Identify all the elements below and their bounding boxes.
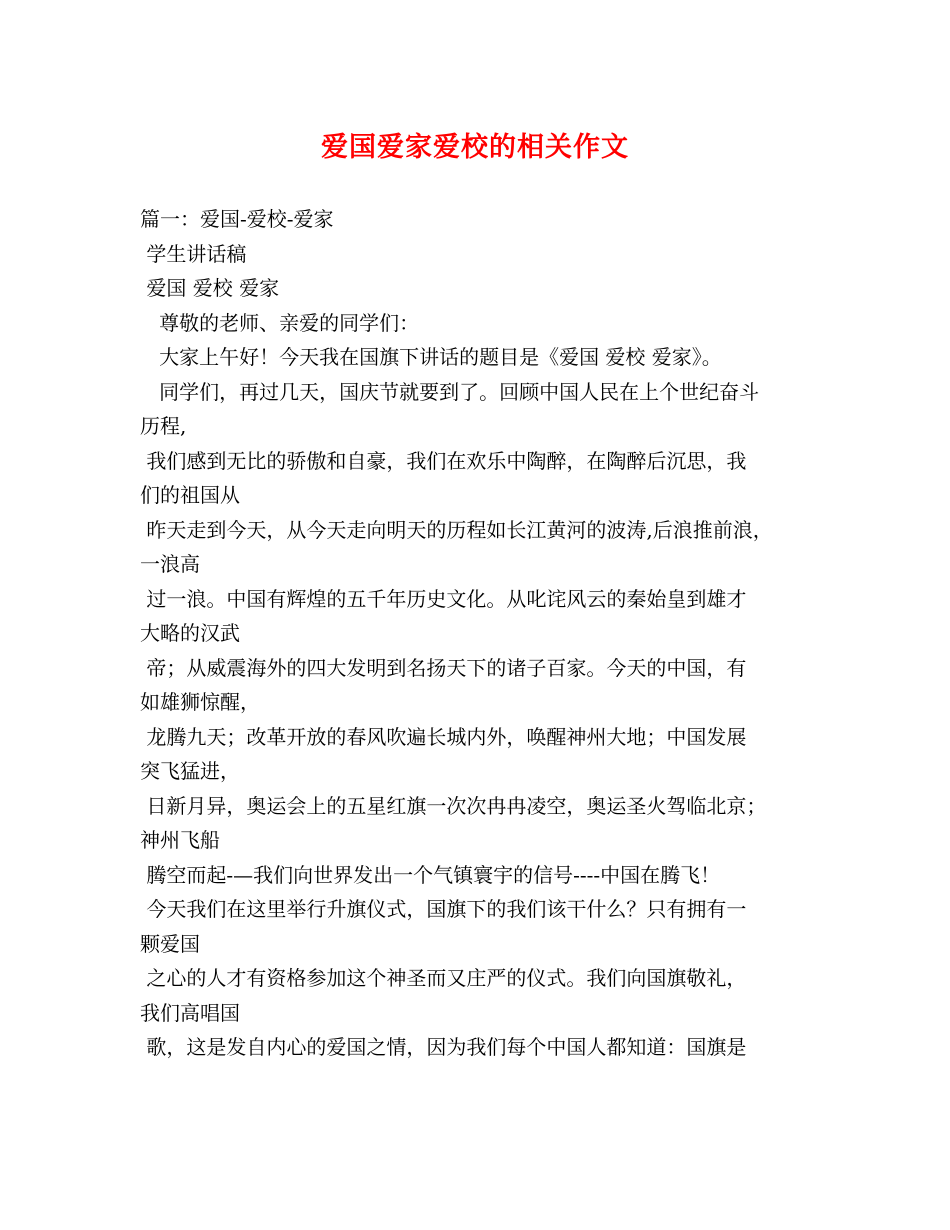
text-line: 们的祖国从 xyxy=(140,483,240,507)
text-line: 大家上午好！今天我在国旗下讲话的题目是《爱国 爱校 爱家》。 xyxy=(140,345,722,369)
text-line: 腾空而起-—我们向世界发出一个气镇寰宇的信号----中国在腾飞！ xyxy=(140,862,721,887)
text-line: 龙腾九天；改革开放的春风吹遍长城内外，唤醒神州大地；中国发展 xyxy=(140,724,747,749)
text-line: 日新月异，奥运会上的五星红旗一次次冉冉凌空，奥运圣火驾临北京； xyxy=(140,793,767,818)
text-line: 之心的人才有资格参加这个神圣而又庄严的仪式。我们向国旗敬礼， xyxy=(140,966,747,990)
text-line: 爱国 爱校 爱家 xyxy=(140,276,280,300)
text-line: 昨天走到今天，从今天走向明天的历程如长江黄河的波涛,后浪推前浪， xyxy=(140,517,773,542)
text-line: 歌，这是发自内心的爱国之情，因为我们每个中国人都知道：国旗是 xyxy=(140,1035,747,1059)
text-line: 突飞猛进， xyxy=(140,759,240,783)
text-line: 学生讲话稿 xyxy=(140,241,247,266)
document-body xyxy=(140,202,820,1065)
text-line: 大略的汉武 xyxy=(140,621,240,645)
text-line: 今天我们在这里举行升旗仪式，国旗下的我们该干什么？只有拥有一 xyxy=(140,897,747,921)
text-line: 一浪高 xyxy=(140,552,200,576)
text-line: 我们感到无比的骄傲和自豪，我们在欢乐中陶醉，在陶醉后沉思，我 xyxy=(140,448,747,473)
text-line: 同学们，再过几天，国庆节就要到了。回顾中国人民在上个世纪奋斗 xyxy=(140,379,760,404)
text-line: 过一浪。中国有辉煌的五千年历史文化。从叱诧风云的秦始皇到雄才 xyxy=(140,586,747,611)
text-line: 颗爱国 xyxy=(140,931,200,956)
text-line: 神州飞船 xyxy=(140,828,220,852)
text-line: 帝；从威震海外的四大发明到名扬天下的诸子百家。今天的中国，有 xyxy=(140,655,747,680)
text-line: 历程, xyxy=(140,414,187,438)
text-line: 如雄狮惊醒， xyxy=(140,690,260,714)
document-title: 爱国爱家爱校的相关作文 xyxy=(321,132,629,163)
text-line: 篇一：爱国-爱校-爱家 xyxy=(140,207,334,231)
text-line: 我们高唱国 xyxy=(140,1000,240,1025)
text-line: 尊敬的老师、亲爱的同学们： xyxy=(140,310,420,335)
